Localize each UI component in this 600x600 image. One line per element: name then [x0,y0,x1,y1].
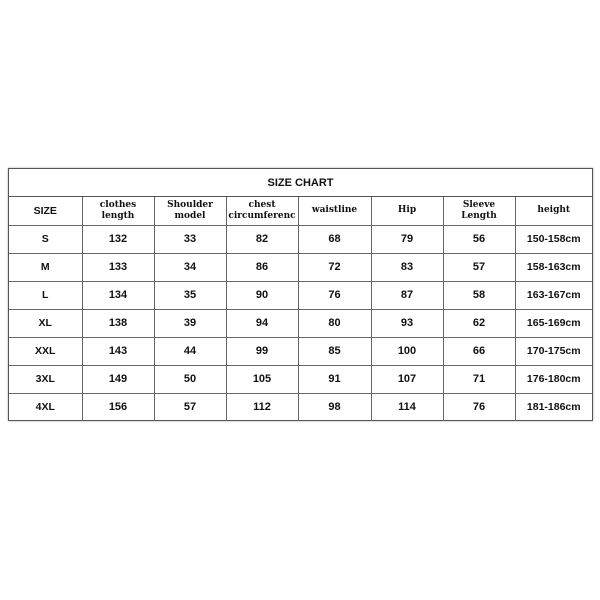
table-cell: 87 [371,281,443,309]
size-label-cell: S [9,225,82,253]
table-cell: 76 [443,393,515,421]
table-cell: 181-186cm [515,393,592,421]
column-header-line: Shoulder [167,199,213,210]
table-cell: 57 [154,393,226,421]
table-cell: 138 [82,309,154,337]
table-cell: 132 [82,225,154,253]
table-cell: 114 [371,393,443,421]
table-cell: 156 [82,393,154,421]
size-label-cell: 3XL [9,365,82,393]
column-header [298,197,371,225]
size-table [9,197,592,421]
size-chart [8,168,593,421]
column-header [9,197,82,225]
table-cell: 94 [226,309,298,337]
chart-title: SIZE CHART [9,169,592,197]
table-cell: 107 [371,365,443,393]
table-cell: 149 [82,365,154,393]
column-header-line: Length [461,210,497,221]
column-header-line: circumferenc [228,210,296,221]
table-cell: 80 [298,309,371,337]
table-cell: 98 [298,393,371,421]
table-cell: 50 [154,365,226,393]
column-header [515,197,592,225]
column-header-line: length [101,210,135,221]
table-cell: 105 [226,365,298,393]
table-cell: 83 [371,253,443,281]
column-header [82,197,154,225]
column-header-line: Hip [397,205,417,216]
table-cell: 86 [226,253,298,281]
table-cell: 72 [298,253,371,281]
column-header-line: SIZE [33,204,57,217]
table-cell: 58 [443,281,515,309]
table-cell: 90 [226,281,298,309]
table-cell: 79 [371,225,443,253]
table-row [9,393,592,421]
table-cell: 99 [226,337,298,365]
table-cell: 112 [226,393,298,421]
size-label-cell: 4XL [9,393,82,421]
column-header [371,197,443,225]
table-cell: 163-167cm [515,281,592,309]
table-cell: 39 [154,309,226,337]
table-row [9,309,592,337]
size-label-cell: XL [9,309,82,337]
column-header-line: model [174,210,206,221]
table-row [9,365,592,393]
table-row [9,225,592,253]
table-cell: 71 [443,365,515,393]
table-cell: 62 [443,309,515,337]
table-cell: 143 [82,337,154,365]
table-row [9,337,592,365]
table-cell: 150-158cm [515,225,592,253]
table-cell: 66 [443,337,515,365]
column-header [443,197,515,225]
table-cell: 134 [82,281,154,309]
column-header-line: clothes [99,199,137,210]
table-cell: 44 [154,337,226,365]
table-row [9,253,592,281]
size-label-cell: XXL [9,337,82,365]
table-cell: 76 [298,281,371,309]
table-cell: 57 [443,253,515,281]
table-cell: 68 [298,225,371,253]
column-header-line: height [537,205,571,216]
table-cell: 91 [298,365,371,393]
size-label-cell: M [9,253,82,281]
table-cell: 165-169cm [515,309,592,337]
table-cell: 35 [154,281,226,309]
size-label-cell: L [9,281,82,309]
header-row [9,197,592,225]
table-cell: 82 [226,225,298,253]
table-cell: 34 [154,253,226,281]
table-cell: 158-163cm [515,253,592,281]
table-cell: 100 [371,337,443,365]
table-body [9,225,592,421]
table-cell: 133 [82,253,154,281]
table-row [9,281,592,309]
column-header-line: chest [248,199,276,210]
table-cell: 170-175cm [515,337,592,365]
column-header-line: waistline [311,205,358,216]
table-cell: 56 [443,225,515,253]
column-header [154,197,226,225]
table-cell: 176-180cm [515,365,592,393]
table-cell: 33 [154,225,226,253]
column-header-line: Sleeve [462,199,496,210]
column-header [226,197,298,225]
table-cell: 93 [371,309,443,337]
table-cell: 85 [298,337,371,365]
